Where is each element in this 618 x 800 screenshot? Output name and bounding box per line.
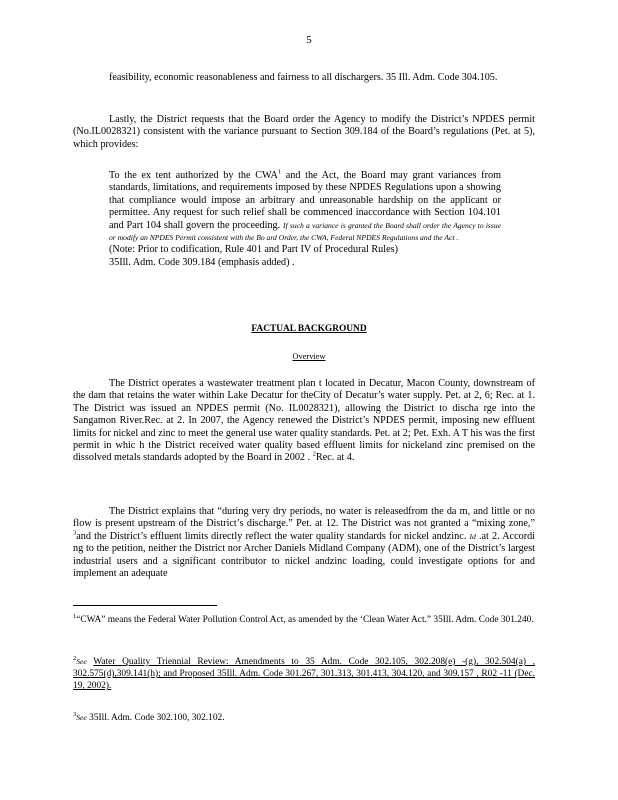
quote-italic-emphasis: If such a variance is granted the Board shall order the Agency to issue or modify an NPDES Permit consistent with the Bo ard Order, the CWA, Federal NPDES Regulations and the Act .	[109, 220, 502, 243]
continuation-paragraph: feasibility, economic reasonableness and fairness to all dischargers. 35 Ill. Adm. Code 304.105.	[109, 72, 498, 83]
request-paragraph: Lastly, the District requests that the Board order the Agency to modify the District’s NPDES permit (No.IL0028321) consistent with the variance pursuant to Section 309.184 of the Board’s regulations (Pet. at 5), which provides:	[73, 114, 535, 150]
footnote-1: $^1$“CWA” means the Federal Water Pollution Control Act, as amended by the ‘Clean Water Act.” 35Ill. Adm. Code 301.240.	[73, 612, 534, 625]
quote-citation: 35Ill. Adm. Code 309.184 (emphasis added) .	[109, 256, 295, 268]
footnote-ref-3: 3	[73, 529, 77, 537]
quote-text-1: To the ex tent authorized by the CWA	[109, 170, 278, 181]
footnote-ref-2: 2	[312, 451, 316, 459]
section-heading: FACTUAL BACKGROUND	[251, 324, 367, 334]
footnote-2: $^2$See Water Quality Triennial Review: Amendments to 35 Adm. Code 302.105, 302.208(e) -(g), 302.504(a) , 302.575(d),309.141(h); and Proposed 35Ill. Adm. Code 301.267, 301.313, 301.413, 304.120, and 309.157 , R02 -11 (Dec. 19, 2002).	[73, 654, 535, 692]
footnote-separator	[73, 605, 217, 606]
block-quote	[109, 170, 501, 269]
id-citation: Id	[469, 531, 476, 541]
footnote-ref-1: 1	[277, 168, 282, 176]
footnote-3: $^3$See 35Ill. Adm. Code 302.100, 302.102.	[73, 710, 225, 723]
quote-text-2: and the Act, the Board may grant variances from standards, limitations, and requirements imposed by these NPDES Regulations upon a showing that compliance would impose an arbitrary and unreasonable hardship on the applicant or permittee. Any request for such relief shall be commenced inaccordance with Section 104.101 and Part 104 shall govern the proceeding.	[109, 170, 501, 231]
subsection-heading: Overview	[292, 352, 326, 361]
page-number: 5	[306, 34, 312, 46]
overview-paragraph-1: The District operates a wastewater treatment plan t located in Decatur, Macon County, downstream of the dam that retains the water within Lake Decatur for theCity of Decatur’s water supply. Pet. at 2, 6; Rec. at 1. The District was issued an NPDES permit (No. IL0028321), allowing the District to discha rge into the Sangamon River.Rec. at 2. In 2007, the Agency renewed the District’s NPDES permit, imposing new effluent limits for nickel and zinc to meet the general use water quality standards. Pet. at 2; Pet. Exh. A T his was the first permit in whic h the District received water quality based effluent limits for nickeland zinc premised on the dissolved metals standards adopted by the Board in 2002 . $^2$Rec. at 4.	[73, 378, 535, 464]
quote-note: (Note: Prior to codification, Rule 401 and Part IV of Procedural Rules)	[109, 244, 398, 256]
overview-paragraph-2: The District explains that “during very dry periods, no water is releasedfrom the da m, and little or no flow is present upstream of the District’s discharge.” Pet. at 12. The District was not granted a “mixing zone,” $^3$and the District’s effluent limits directly reflect the water quality standards for nickel andzinc. Id .at 2. Accordi ng to the petition, neither the District nor Archer Daniels Midland Company (ADM), one of the District’s largest industrial users and a significant contributor to nickel andzinc loading, could investigate options for and implement an adequate	[73, 506, 536, 580]
